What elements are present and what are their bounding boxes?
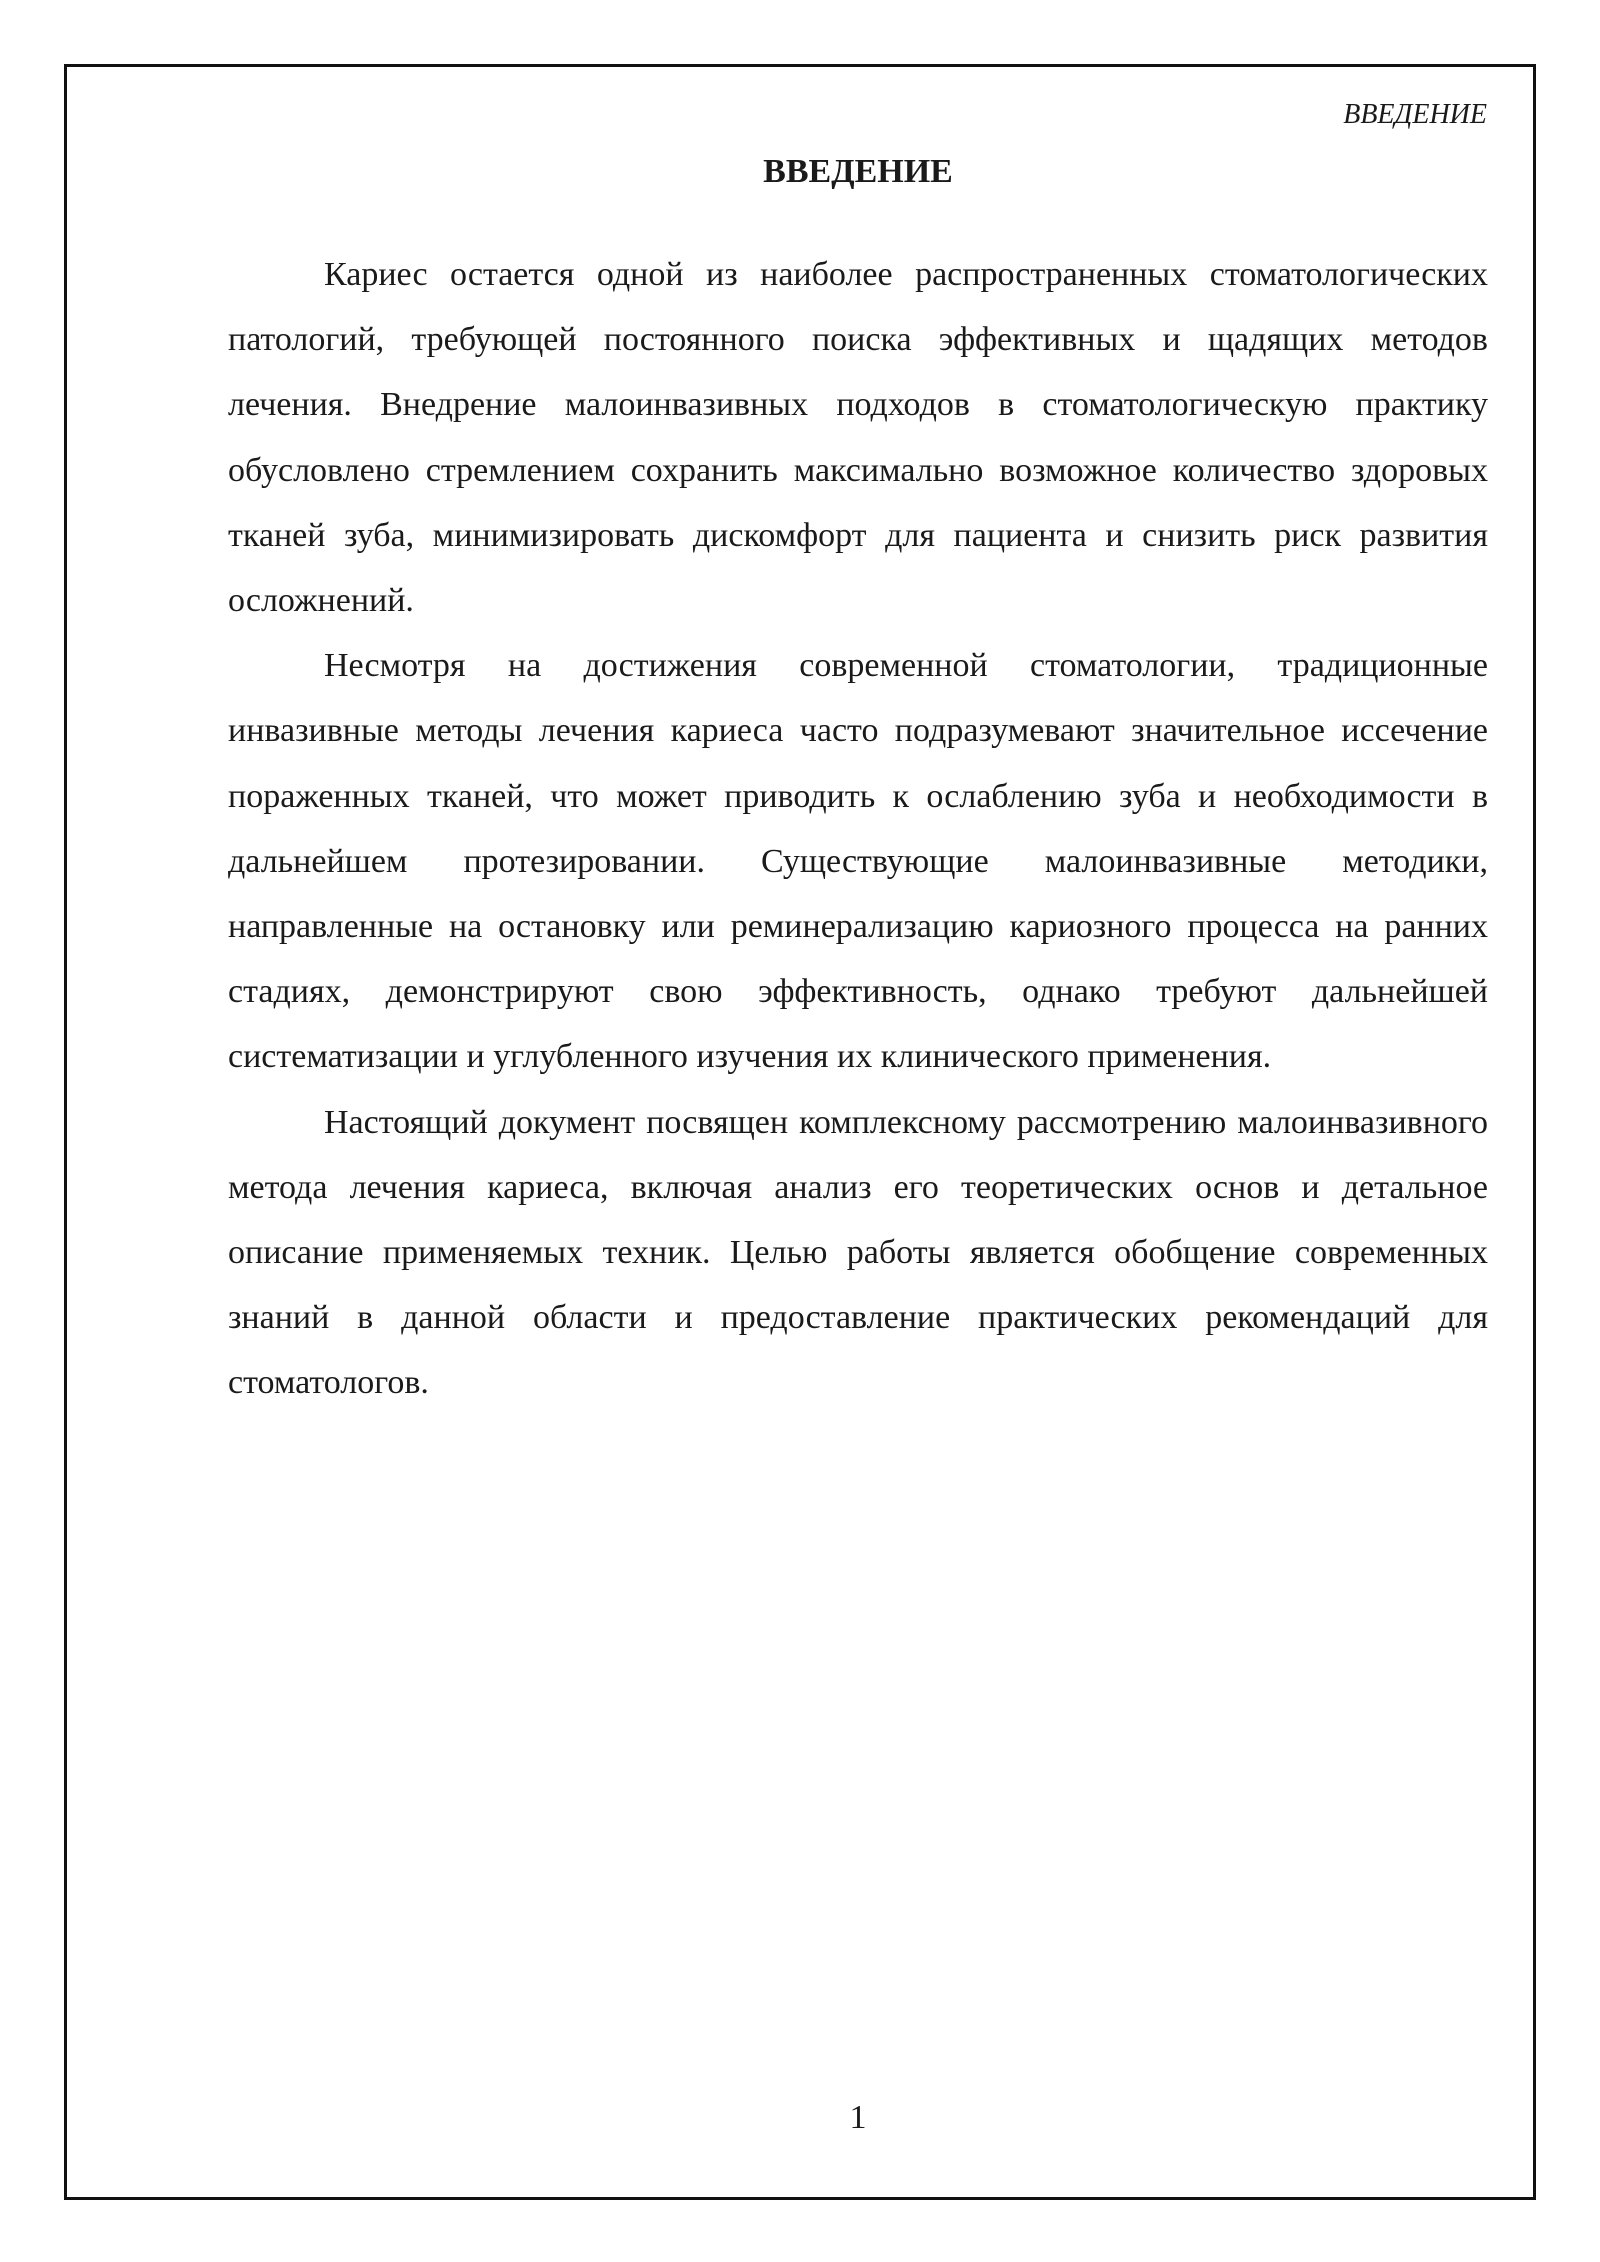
running-header: ВВЕДЕНИЕ <box>1343 99 1487 130</box>
body-text <box>228 242 1488 1416</box>
paragraph: Настоящий документ посвящен комплексному рассмотрению малоинвазивного метода лечения кариеса, включая анализ его теоретических основ и детальное описание применяемых техник. Целью работы является обобщение современных знаний в данной области и предоставление практических рекомендаций для стоматологов. <box>228 1103 1488 1402</box>
paragraph: Несмотря на достижения современной стоматологии, традиционные инвазивные методы лечения кариеса часто подразумевают значительное иссечение пораженных тканей, что может приводить к ослаблению зуба и необходимости в дальнейшем протезировании. Существующие малоинвазивные методики, направленные на остановку или реминерализацию кариозного процесса на ранних стадиях, демонстрируют свою эффективность, однако требуют дальнейшей систематизации и углубленного изучения их клинического применения. <box>228 647 1488 1076</box>
page-title: ВВЕДЕНИЕ <box>763 153 953 190</box>
page-number: 1 <box>849 2099 867 2136</box>
paragraph: Кариес остается одной из наиболее распространенных стоматологических патологий, требующей постоянного поиска эффективных и щадящих методов лечения. Внедрение малоинвазивных подходов в стоматологическую практику обусловлено стремлением сохранить максимально возможное количество здоровых тканей зуба, минимизировать дискомфорт для пациента и снизить риск развития осложнений. <box>228 256 1488 620</box>
